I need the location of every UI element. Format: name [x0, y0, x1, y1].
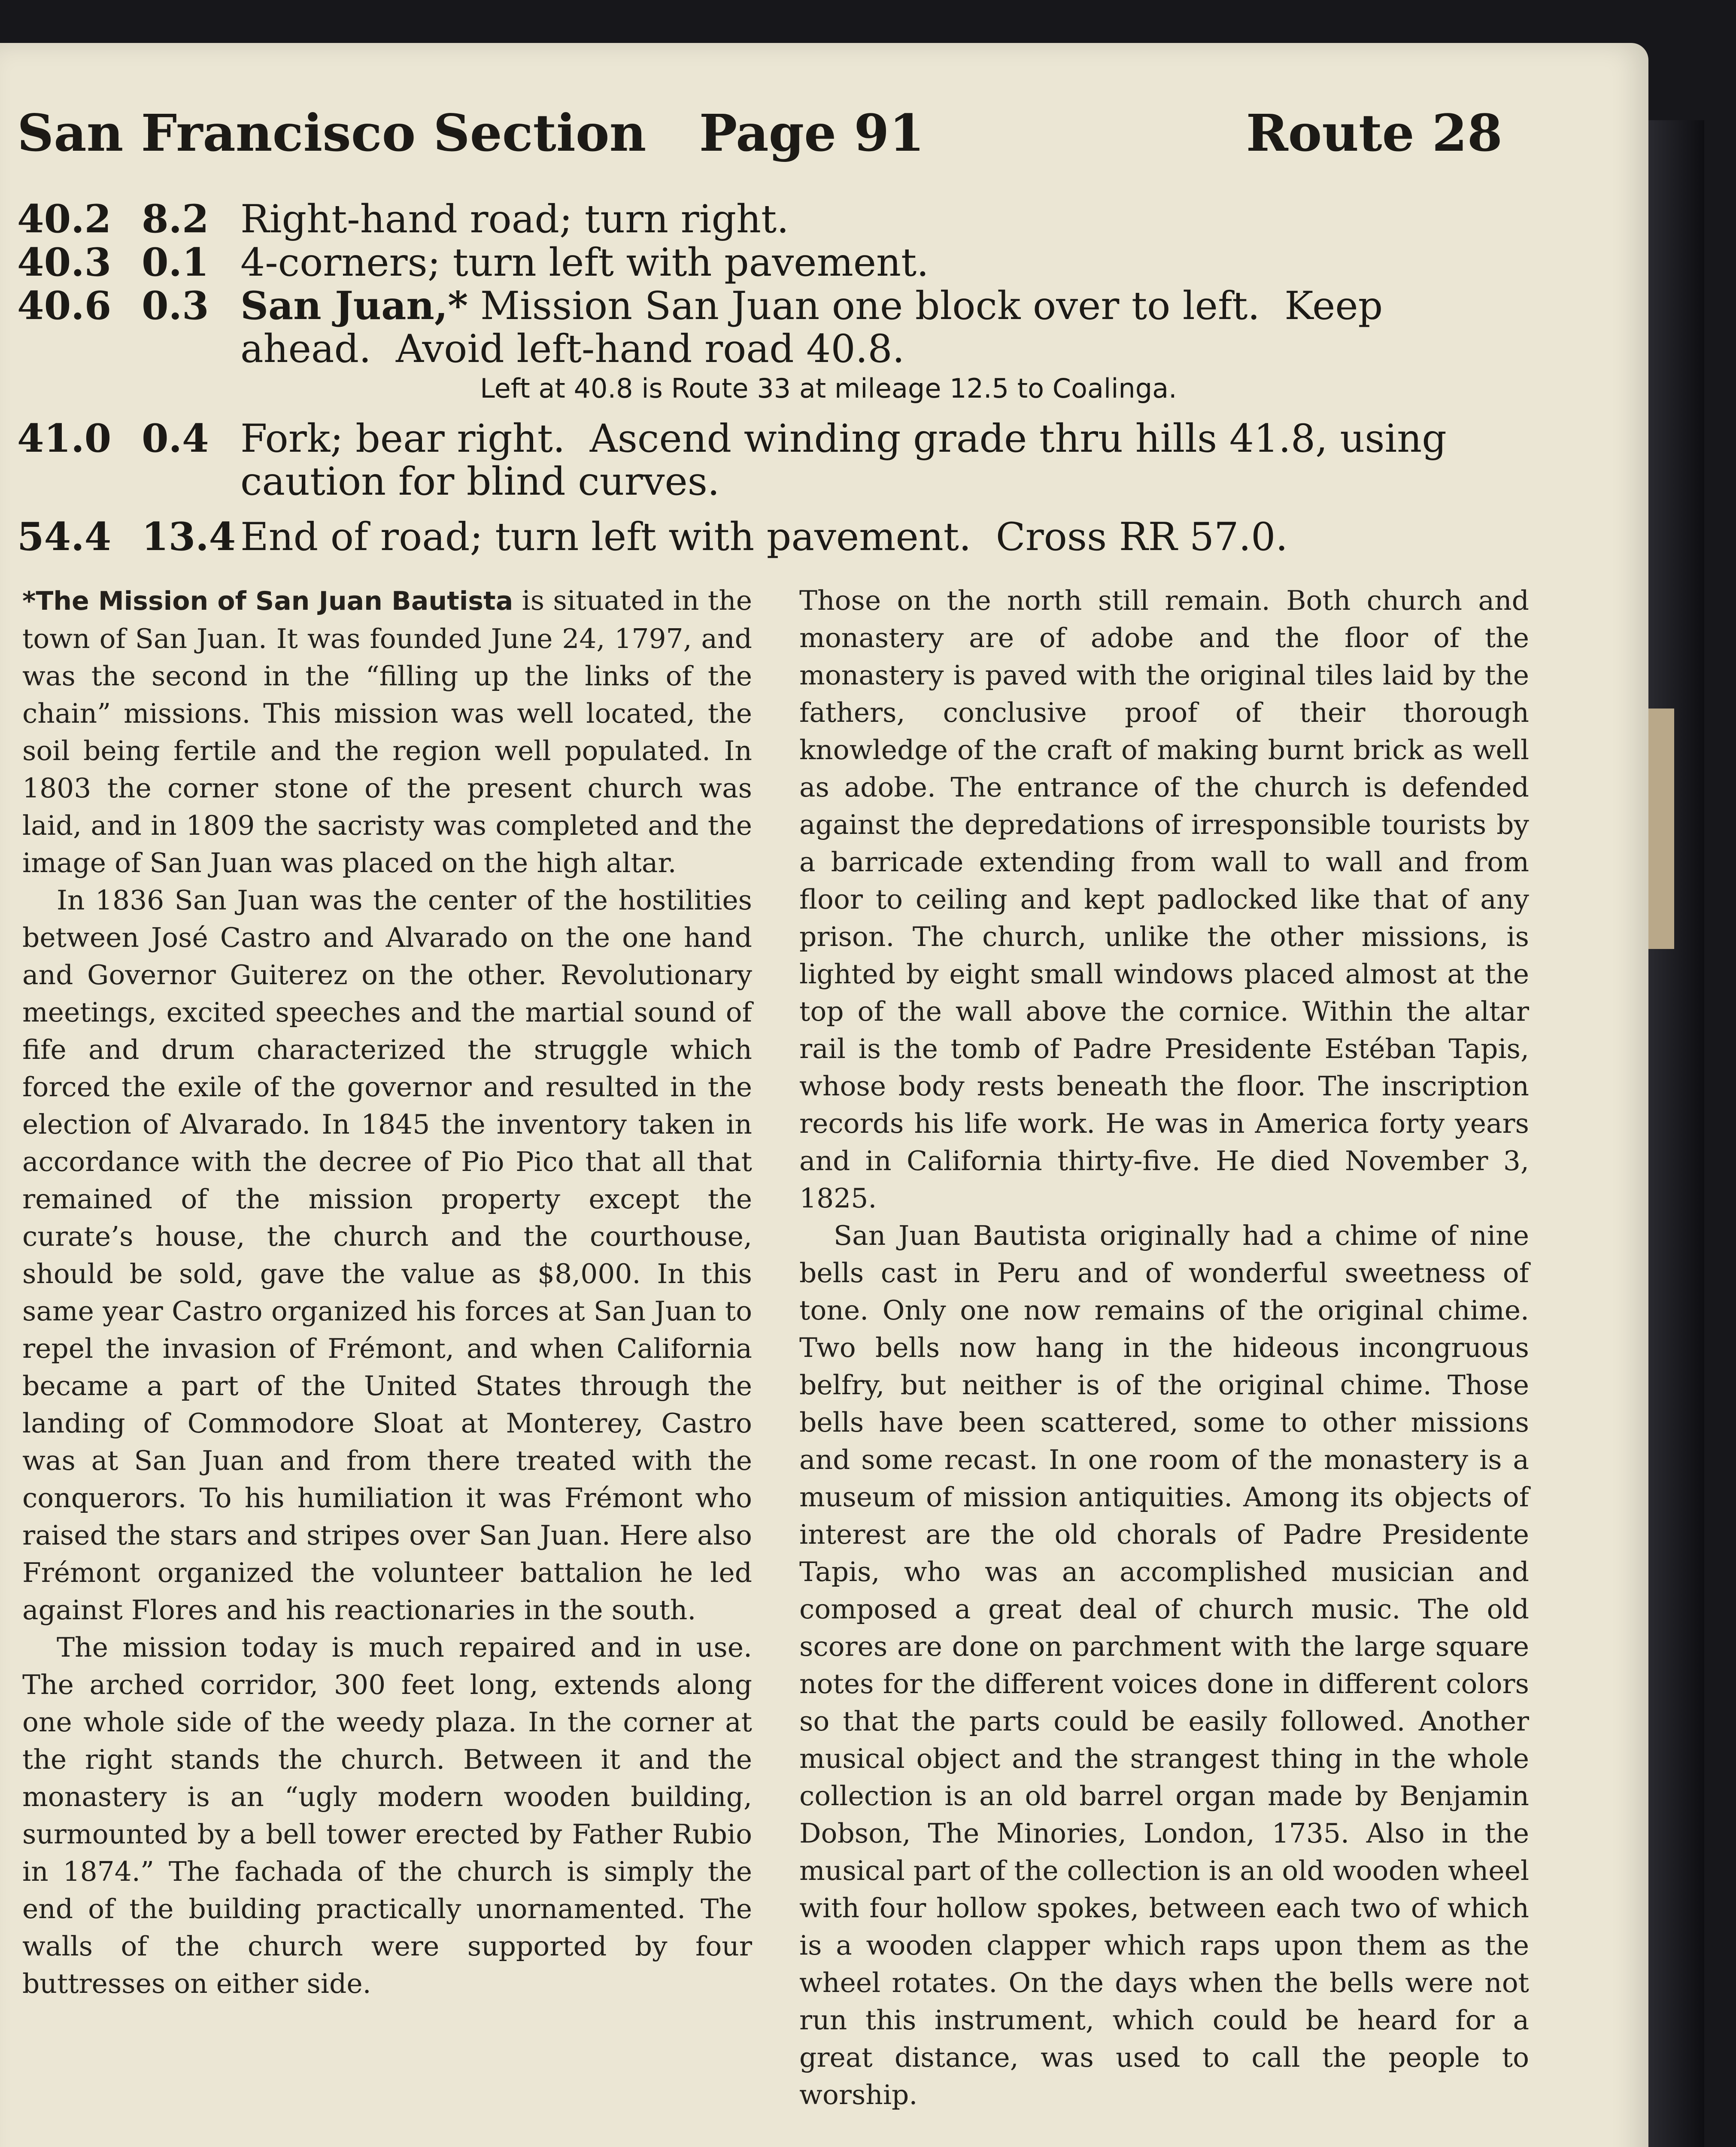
- route-mileage: 40.3: [17, 240, 112, 285]
- route-row: [17, 515, 1511, 559]
- route-distance: 0.1: [142, 240, 209, 285]
- article-lead-title: *The Mission of San Juan Bautista: [22, 586, 513, 616]
- article-paragraph: Those on the north still remain. Both church and monastery are of adobe and the floor of the monastery is paved with the original tiles laid by the fathers, conclusive proof of their thorough knowledge of the craft of making burnt brick as well as adobe. The entrance of the church is defended against the depredations of irresponsible tourists by a barricade extending from wall to wall and from floor to ceiling and kept padlocked like that of any prison. The church, unlike the other missions, is lighted by eight small windows placed almost at the top of the wall above the cornice. Within the altar rail is the tomb of Padre Presidente Estéban Tapis, whose body rests beneath the floor. The inscription records his life work. He was in America forty years and in California thirty-five. He died November 3, 1825.: [799, 585, 1529, 1214]
- route-mileage: 54.4: [17, 514, 112, 560]
- route-instruction-continued: caution for blind curves.: [240, 459, 720, 504]
- article-column-right: [799, 582, 1529, 2147]
- article-paragraph: San Juan Bautista originally had a chime of nine bells cast in Peru and of wonderful sweetness of tone. Only one now remains of the original chime. Two bells now hang in the hideous incongruous belfry, but neither is of the original chime. Those bells have been scattered, some to other missions and some recast. In one room of the monastery is a museum of mission antiquities. Among its objects of interest are the old chorals of Padre Presidente Tapis, who was an accomplished musician and composed a great deal of church music. The old scores are done on parchment with the large square notes for the different voices done in different colors so that the parts could be easily followed. Another musical object and the strangest thing in the whole collection is an old barrel organ made by Benjamin Dobson, The Minories, London, 1735. Also in the musical part of the collection is an old wooden wheel with four hollow spokes, between each two of which is a wooden clapper which raps upon them as the wheel rotates. On the days when the bells were not run this instrument, which could be heard for a great distance, was used to call the people to worship.: [799, 1220, 1530, 2111]
- article-paragraph: In 1836 San Juan was the center of the hostilities between José Castro and Alvarado on the one hand and Governor Guiterez on the other. Revolutionary meetings, excited speeches and the martial sound of fife and drum characterized the struggle which forced the exile of the governor and resulted in the election of Alvarado. In 1845 the inventory taken in accordance with the decree of Pio Pico that all that remained of the mission property except the curate’s house, the church and the courthouse, should be sold, gave the value as $8,000. In this same year Castro organized his forces at San Juan to repel the invasion of Frémont, and when California became a part of the United States through the landing of Commodore Sloat at Monterey, Castro was at San Juan and from there treated with the conquerors. To his humiliation it was Frémont who raised the stars and stripes over San Juan. Here also Frémont organized the volunteer battalion he led against Flores and his reactionaries in the south.: [22, 885, 752, 1626]
- route-instruction: End of road; turn left with pavement. Cross RR 57.0.: [240, 514, 1288, 560]
- route-mileage: 40.6: [17, 283, 112, 328]
- book-page: [0, 43, 1648, 2147]
- page-edge-tab: [1648, 709, 1674, 949]
- route-instruction-continued: ahead. Avoid left-hand road 40.8.: [240, 326, 905, 371]
- article-paragraph: The mission today is much repaired and in use. The arched corridor, 300 feet long, extends along one whole side of the weedy plaza. In the corner at the right stands the church. Between it and the monastery is an “ugly modern wooden building, surmounted by a bell tower erected by Father Rubio in 1874.” The fachada of the church is simply the end of the building practically unornamented. The walls of the church were supported by four buttresses on either side.: [22, 1632, 752, 1999]
- route-distance: 13.4: [142, 514, 236, 560]
- book-spine-edge: [1648, 120, 1704, 2147]
- route-distance: 8.2: [142, 196, 209, 242]
- route-mileage: 41.0: [17, 416, 112, 461]
- route-row: [17, 417, 1511, 460]
- article-paragraph: *The Mission of San Juan Bautista is situated in the town of San Juan. It was founded June 24, 1797, and was the second in the “filling up the links of the chain” missions. This mission was well located, the soil being fertile and the region well populated. In 1803 the corner stone of the present church was laid, and in 1809 the sacristy was completed and the image of San Juan was placed on the high altar.: [22, 585, 752, 879]
- route-distance: 0.4: [142, 416, 209, 461]
- article-column-left: [22, 582, 752, 2147]
- route-instruction: 4-corners; turn left with pavement.: [240, 240, 929, 285]
- route-distance: 0.3: [142, 283, 209, 328]
- route-instruction: [240, 284, 1511, 328]
- page-header: [17, 82, 1502, 163]
- route-row: [17, 241, 1511, 284]
- route-row: [17, 284, 1511, 328]
- route-place: San Juan,*: [240, 283, 468, 328]
- route-row: [17, 198, 1511, 241]
- route-mileage: 40.2: [17, 196, 112, 242]
- route-note: Left at 40.8 is Route 33 at mileage 12.5 to Coalinga.: [480, 373, 1177, 404]
- route-directions: [17, 198, 1511, 559]
- route-number: Route 28: [1246, 103, 1502, 163]
- route-instruction: Right-hand road; turn right.: [240, 197, 789, 242]
- section-page-title: San Francisco Section Page 91: [17, 103, 925, 163]
- route-instruction-text: Mission San Juan one block over to left. Keep: [468, 283, 1383, 328]
- route-instruction: Fork; bear right. Ascend winding grade thru hills 41.8, using: [240, 416, 1447, 461]
